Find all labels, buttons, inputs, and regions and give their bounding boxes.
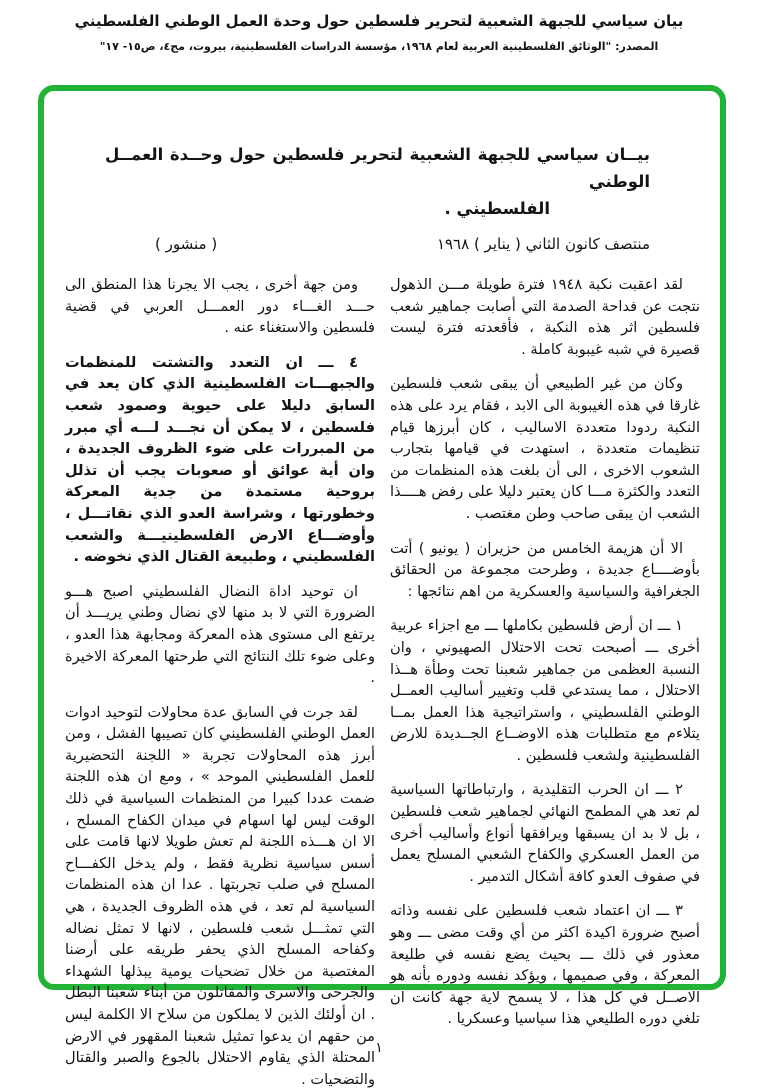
body-paragraph: الا أن هزيمة الخامس من حزيران ( يونيو ) أتت بأوضــــاع جديدة ، وطرحت مجموعة من الحقائق الجغرافية والسياسية والعسكرية من اهم نتائجها : [390,539,700,600]
document-title-line-1: بيــان سياسي للجبهة الشعبية لتحرير فلسطين حول وحــدة العمــل الوطني [105,145,650,191]
body-columns [65,274,700,1090]
document-title [105,141,650,222]
column-right [390,274,700,1090]
page-header [0,12,758,53]
header-title: بيان سياسي للجبهة الشعبية لتحرير فلسطين حول وحدة العمل الوطني الفلسطيني [74,12,684,30]
body-paragraph: لقد اعقبت نكبة ١٩٤٨ فترة طويلة مـــن الذهول نتجت عن فداحة الصدمة التي أصابت جماهير شعب فلسطين اثر هذه النكبة ، فأقعدته فترة ليست قصيرة في شبه غيبوبة كاملة . [390,276,700,358]
date-row [105,235,650,253]
body-paragraph: ٤ ـــ ان التعدد والتشتت للمنظمات والجبهـــات الفلسطينية الذي كان يعد في السابق دليلا على حيوية وصمود شعب فلسطين ، لا يمكن أن نجـــد لـــه أي مبرر من المبررات على ضوء الظروف الجديدة ، وان أية عوائق أو صعوبات يجب أن تذلل بروحية مستمدة من جدية المعركة وخطورتها ، وشراسة العدو الذي نقاتـــل ، وأوضـــاع الارض الفلسطينيـــة والشعب الفلسطيني ، وطبيعة القتال الذي نخوضه . [65,353,375,566]
body-paragraph: ٣ ـــ ان اعتماد شعب فلسطين على نفسه وذاته أصبح ضرورة اكيدة اكثر من أي وقت مضى ـــ وهو معذور في ذلك ـــ بحيث يضع نفسه في طليعة المعركة ، وفي صميمها ، ويؤكد نفسه ودوره بأنه هو الاصــل في كل هذا ، لا يسمح لاية جهة كانت ان تلغي دوره الطليعي هذا سياسيا وعسكريا . [390,902,700,1028]
page-number: ١ [375,1040,383,1056]
column-left [65,274,375,1090]
body-paragraph: لقد جرت في السابق عدة محاولات لتوحيد ادوات العمل الوطني الفلسطيني كان تصيبها الفشل ، ومن أبرز هذه المحاولات تجربة « اللجنة التحضيرية للعمل الفلسطيني الموحد » ، ومع ان هذه اللجنة ضمت عددا كبيرا من المنظمات السياسية في ذلك الوقت ليس لها اسهام في ميدان الكفاح المسلح ، الا ان هـــذه اللجنة لم تعش طويلا لانها قامت على أسس سياسية نظرية فقط ، ولم يدخل الكفـــاح المسلح في صلب تجربتها . عدا ان هذه المنظمات السياسية لم تعد ، في هذه الظروف الجديدة ، هي التي تمثـــل شعب فلسطين ، لانها لا تمثل نضاله وكفاحه المسلح الذي يحفر طريقه على أرضنا المغتصبة من خلال تضحيات يومية يبذلها الشهداء والجرحى والاسرى والمقاتلون من أبناء شعبنا البطل . ان أولئك الذين لا يملكون من سلاح الا الكلمة ليس من حقهم ان يدعوا تمثيل شعبنا المقهور في الارض المحتلة الذي يقاوم الاحتلال بالجوع والصبر والقتال والتضحيات . [65,703,375,1088]
document-frame [38,85,726,1088]
body-paragraph: وكان من غير الطبيعي أن يبقى شعب فلسطين غارقا في هذه الغيبوبة الى الابد ، فقام يرد على هذه النكبة ردودا متعددة الاساليب ، كان أبرزها قيام تنظيمات متعددة ، استهدت في قيامها بتجارب الشعوب الاخرى ، الى أن بلغت هذه المنظمات من التعدد والكثرة مـــا كان يعتبر دليلا على رفض هــــذا الشعب ان يبقى صاحب وطن مغتصب . [390,375,700,522]
body-paragraph: ومن جهة أخرى ، يجب الا يجرنا هذا المنطق الى حـــد الغـــاء دور العمـــل العربي في قضية فلسطين والاستغناء عنه . [65,276,375,337]
body-paragraph: ان توحيد اداة النضال الفلسطيني اصبح هـــو الضرورة التي لا بد منها لاي نضال وطني يريـــد أن يرتفع الى مستوى هذه المعركة ومجابهة هذا العدو ، وعلى ضوء تلك النتائج التي طرحتها المعركة الاخيرة . [65,582,375,687]
publication-note: ( منشور ) [155,235,218,253]
document-title-line-2: الفلسطيني . [444,199,550,218]
body-paragraph: ١ ـــ ان أرض فلسطين بكاملها ـــ مع اجزاء عربية أخرى ـــ أصبحت تحت الاحتلال الصهيوني ، وان النسبة العظمى من جماهير شعبنا تحت وطأة هــذا الاحتلال ، مما يستدعي قلب وتغيير أساليب العمــل الوطني الفلسطيني ، واستراتيجية هذا العمل بمــا يتلاءم مع متطلبات هذه الاوضــاع الجــديدة للارض الفلسطينية ولشعب فلسطين . [390,617,700,764]
document-date: منتصف كانون الثاني ( يناير ) ١٩٦٨ [436,235,650,253]
body-paragraph: ٢ ـــ ان الحرب التقليدية ، وارتباطاتها السياسية لم تعد هي المطمح النهائي لجماهير شعب فلسطين ، بل لا بد ان يسبقها ويرافقها أنواع وأساليب أخرى من العمل العسكري والكفاح الشعبي المسلح يعمل في صفوف العدو كافة أشكال التدمير . [390,781,700,885]
header-source-citation: المصدر: "الوثائق الفلسطينية العربية لعام ١٩٦٨، مؤسسة الدراسات الفلسطينية، بيروت، مج٤، ص١٥- ١٧" [99,40,659,53]
